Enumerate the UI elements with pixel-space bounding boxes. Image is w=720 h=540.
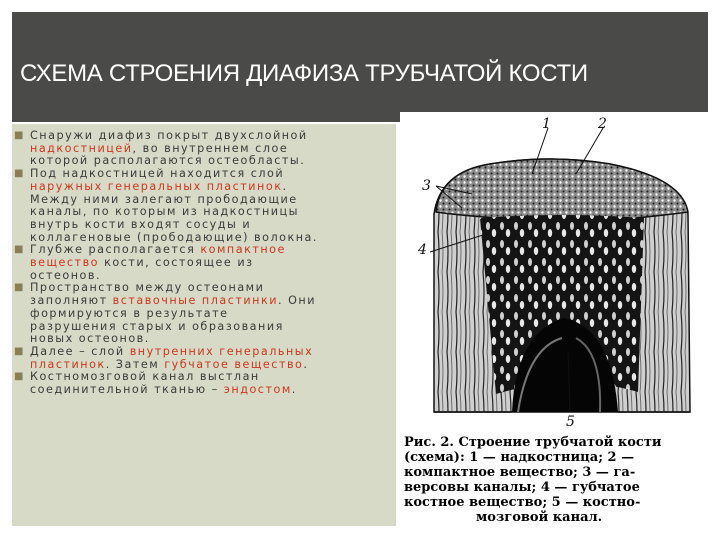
- text-segment: коллагеновые (прободающие) волокна.: [30, 230, 318, 244]
- text-segment: Далее – слой: [30, 344, 130, 358]
- bone-diagram: [400, 112, 708, 532]
- bullet-item: [14, 243, 360, 282]
- figure-caption-line: (схема): 1 — надкостница; 2 —: [404, 450, 635, 465]
- text-segment: Между ними залегают прободающие: [30, 192, 298, 206]
- text-segment: . Они: [278, 294, 317, 308]
- figure-caption-line: компактное вещество; 3 — га-: [404, 465, 636, 480]
- figure-label: 2: [598, 116, 607, 132]
- highlighted-term: губчатое вещество: [164, 357, 304, 371]
- text-segment: Пространство между остеонами: [30, 281, 265, 295]
- highlighted-term: пластинок: [30, 357, 106, 371]
- bullet-marker-icon: ■: [14, 282, 25, 294]
- text-segment: остеонов.: [30, 268, 102, 282]
- text-segment: заполняют: [30, 294, 113, 308]
- text-segment: разрушения старых и образования: [30, 319, 284, 333]
- highlighted-term: вещество: [30, 256, 100, 270]
- text-segment: . Затем: [105, 357, 165, 371]
- text-segment: внутрь кости входят сосуды и: [30, 217, 252, 231]
- text-segment: каналы, по которым из надкостницы: [30, 205, 299, 219]
- bullet-item: [14, 370, 360, 397]
- bullet-item: [14, 129, 360, 168]
- figure-label: 4: [418, 242, 427, 258]
- figure-label: 3: [422, 178, 431, 194]
- bullet-item: [14, 344, 360, 371]
- bone-figure: [400, 112, 708, 532]
- text-segment: Костномозговой канал выстлан: [30, 370, 260, 384]
- text-segment: .: [291, 383, 297, 397]
- text-segment: формируются в результате: [30, 306, 229, 320]
- text-segment: новых остеонов.: [30, 332, 150, 346]
- bullet-marker-icon: ■: [14, 168, 25, 180]
- text-segment: Снаружи диафиз покрыт двухслойной: [30, 129, 308, 142]
- figure-caption-line: версовы каналы; 4 — губчатое: [404, 480, 640, 495]
- bullet-marker-icon: ■: [14, 345, 25, 357]
- highlighted-term: эндостом: [223, 383, 292, 397]
- bullet-line: [30, 384, 360, 397]
- bullet-list: [14, 129, 360, 397]
- bullet-item: [14, 167, 360, 244]
- text-segment: .: [303, 357, 309, 371]
- text-segment: соединительной тканью –: [30, 383, 224, 397]
- highlighted-term: компактное: [200, 243, 286, 257]
- figure-caption-line: костное вещество; 5 — костно-: [404, 495, 641, 510]
- text-segment: которой располагаются остеобласты.: [30, 154, 306, 168]
- figure-label: 1: [542, 116, 551, 132]
- title-bar: [12, 12, 708, 122]
- slide-title: СХЕМА СТРОЕНИЯ ДИАФИЗА ТРУБЧАТОЙ КОСТИ: [20, 60, 588, 87]
- bone-body: [434, 159, 690, 412]
- bullet-marker-icon: ■: [14, 371, 25, 383]
- figure-caption-line: Рис. 2. Строение трубчатой кости: [404, 435, 662, 450]
- bullet-marker-icon: ■: [14, 130, 25, 141]
- bullet-item: [14, 281, 360, 346]
- text-segment: , во внутреннем слое: [132, 141, 289, 155]
- highlighted-term: наружных генеральных пластинок: [30, 179, 283, 193]
- text-segment: Под надкостницей находится слой: [30, 167, 285, 181]
- figure-caption-line: мозговой канал.: [476, 510, 603, 525]
- highlighted-term: внутренних генеральных: [129, 344, 314, 358]
- bullet-marker-icon: ■: [14, 244, 25, 256]
- highlighted-term: вставочные пластинки: [112, 294, 279, 308]
- figure-label: 5: [566, 414, 575, 430]
- text-segment: .: [282, 179, 288, 193]
- text-segment: кости, состоящее из: [99, 256, 254, 270]
- text-segment: Глубже располагается: [30, 243, 201, 257]
- highlighted-term: надкостницей: [30, 141, 133, 155]
